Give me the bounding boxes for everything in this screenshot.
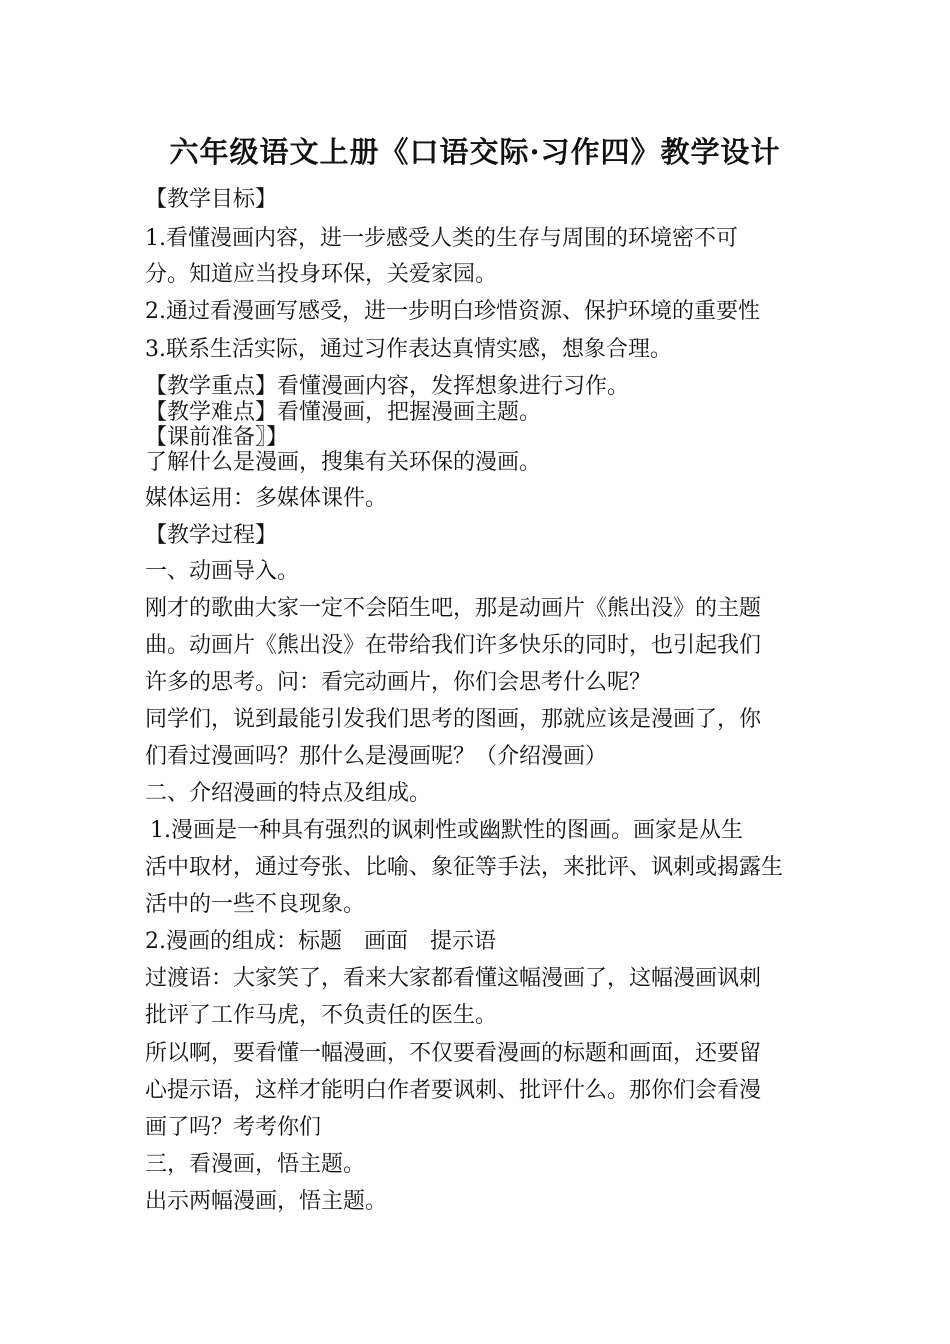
heading-preparation: 【课前准备〗】 [145,425,289,450]
paragraph-line: 许多的思考。问：看完动画片，你们会思考什么呢？ [145,670,652,695]
paragraph-line: 1.漫画是一种具有强烈的讽刺性或幽默性的图画。画家是从生 [150,818,743,843]
paragraph-line: 过渡语：大家笑了，看来大家都看懂这幅漫画了，这幅漫画讽刺 [145,966,762,991]
paragraph-line: 分。知道应当投身环保，关爱家园。 [145,262,498,287]
paragraph-line: 活中取材，通过夸张、比喻、象征等手法，来批评、讽刺或揭露生 [145,855,784,880]
section-heading: 三，看漫画，悟主题。 [145,1152,366,1177]
teaching-key-point: 【教学重点】看懂漫画内容，发挥想象进行习作。 [145,374,630,399]
paragraph-line: 所以啊，要看懂一幅漫画，不仅要看漫画的标题和画面，还要留 [145,1041,762,1066]
paragraph-line: 画了吗？考考你们 [145,1115,322,1140]
paragraph-line: 活中的一些不良现象。 [145,892,366,917]
paragraph-line: 3.联系生活实际，通过习作表达真情实感，想象合理。 [145,337,672,362]
paragraph-line: 们看过漫画吗？那什么是漫画呢？（介绍漫画） [145,744,608,769]
heading-teaching-process: 【教学过程】 [145,523,278,548]
paragraph-line: 同学们，说到最能引发我们思考的图画，那就应该是漫画了，你 [145,707,762,732]
paragraph-line: 出示两幅漫画，悟主题。 [145,1189,388,1214]
section-heading: 一、动画导入。 [145,559,300,584]
paragraph-line: 了解什么是漫画，搜集有关环保的漫画。 [145,450,542,475]
paragraph-line: 媒体运用：多媒体课件。 [145,486,388,511]
section-heading: 二、介绍漫画的特点及组成。 [145,781,432,806]
heading-teaching-goals: 【教学目标】 [145,187,278,212]
teaching-difficulty: 【教学难点】看懂漫画，把握漫画主题。 [145,400,542,425]
paragraph-line: 2.漫画的组成：标题 画面 提示语 [145,929,496,954]
paragraph-line: 刚才的歌曲大家一定不会陌生吧，那是动画片《熊出没》的主题 [145,596,762,621]
paragraph-line: 心提示语，这样才能明白作者要讽刺、批评什么。那你们会看漫 [145,1078,762,1103]
paragraph-line: 批评了工作马虎，不负责任的医生。 [145,1003,498,1028]
paragraph-line: 1.看懂漫画内容，进一步感受人类的生存与周围的环境密不可 [145,226,738,251]
paragraph-line: 曲。动画片《熊出没》在带给我们许多快乐的同时，也引起我们 [145,633,762,658]
paragraph-line: 2.通过看漫画写感受，进一步明白珍惜资源、保护环境的重要性 [145,299,760,324]
document-title: 六年级语文上册《口语交际·习作四》教学设计 [169,135,781,169]
